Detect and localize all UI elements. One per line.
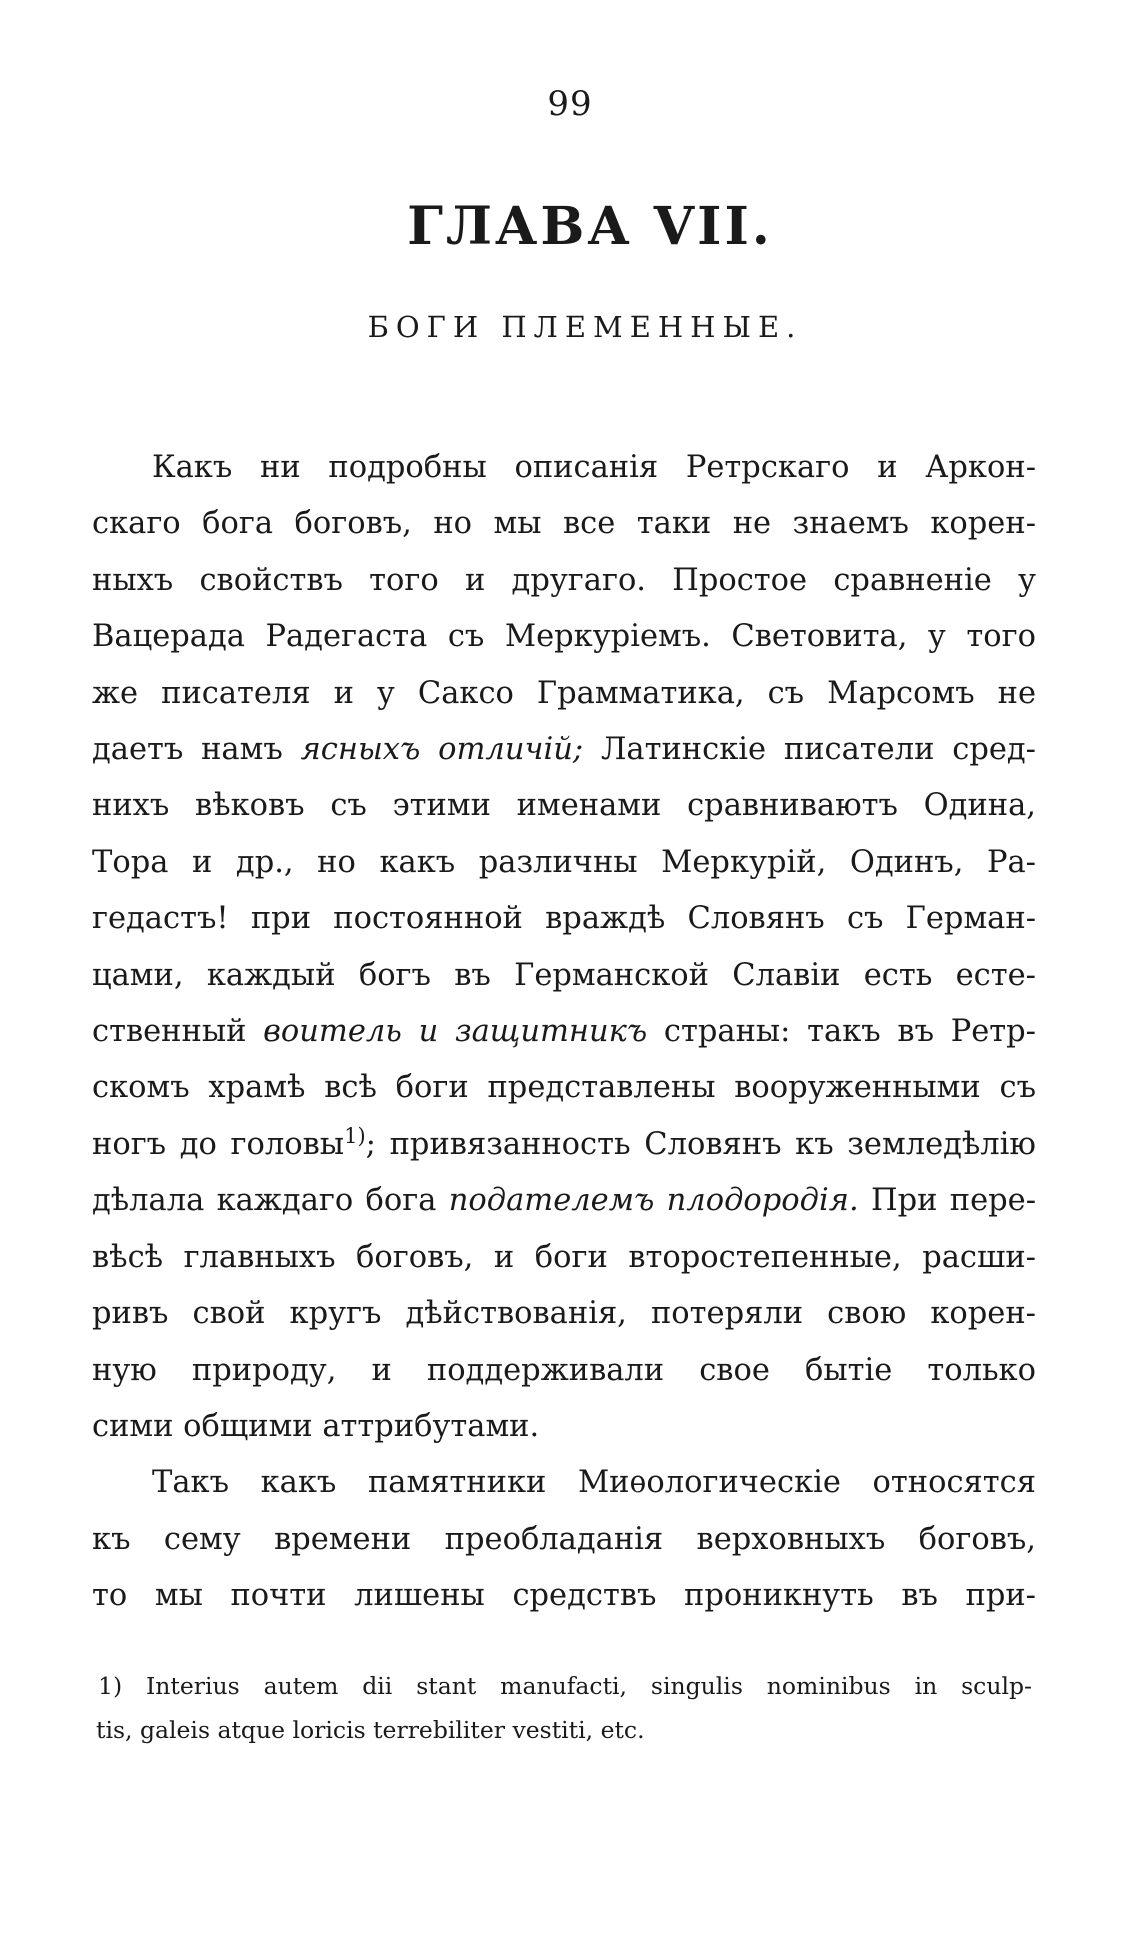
text-segment: дѣлала каждаго бога xyxy=(92,1183,437,1219)
text-segment: Латинскіе писатели сред- xyxy=(600,732,1036,768)
paragraph xyxy=(92,1455,1036,1624)
text-line: Тора и др., но какъ различны Меркурій, Одинъ, Ра- xyxy=(92,844,1036,880)
text-line xyxy=(92,1173,1036,1229)
paragraph xyxy=(92,440,1036,1455)
italic-phrase: воитель и защитникъ xyxy=(263,1014,648,1050)
text-line: скомъ храмѣ всѣ боги представлены вооруженными съ xyxy=(92,1070,1036,1106)
text-line: то мы почти лишены средствъ проникнуть въ при- xyxy=(92,1578,1036,1614)
footnote-text: Interius autem dii stant manufacti, singulis nominibus in sculp- xyxy=(146,1672,1032,1700)
text-line: нихъ вѣковъ съ этими именами сравниваютъ Одина, xyxy=(92,788,1036,824)
footnote-reference[interactable]: 1) xyxy=(344,1123,366,1148)
footnote-line xyxy=(96,1664,1032,1708)
italic-phrase: подателемъ плодородія. xyxy=(448,1183,859,1219)
text-line: скаго бога боговъ, но мы все таки не знаемъ корен- xyxy=(92,506,1036,542)
text-line xyxy=(92,1004,1036,1060)
main-text xyxy=(92,440,1036,1625)
footnote-number: 1) xyxy=(98,1672,123,1700)
text-line xyxy=(92,722,1036,778)
text-segment: ногъ до головы xyxy=(92,1126,345,1162)
text-line: же писателя и у Саксо Грамматика, съ Марсомъ не xyxy=(92,675,1036,711)
text-line xyxy=(92,1117,1036,1173)
chapter-subtitle: БОГИ ПЛЕМЕННЫЕ. xyxy=(367,310,803,344)
text-line: сими общими аттрибутами. xyxy=(92,1408,540,1444)
text-line: къ сему времени преобладанія верховныхъ боговъ, xyxy=(92,1521,1036,1557)
text-line: ныхъ свойствъ того и другаго. Простое сравненіе у xyxy=(92,562,1036,598)
text-segment: При пере- xyxy=(870,1183,1036,1219)
page-number: 99 xyxy=(547,84,593,124)
text-line: ривъ свой кругъ дѣйствованія, потеряли свою корен- xyxy=(92,1296,1036,1332)
text-segment: ственный xyxy=(92,1014,247,1050)
text-line: Какъ ни подробны описанія Ретрскаго и Аркон- xyxy=(152,450,1036,485)
italic-phrase: ясныхъ отличій; xyxy=(300,732,584,768)
text-segment: ; привязанность Словянъ къ земледѣлію xyxy=(365,1126,1036,1162)
text-segment: страны: такъ въ Ретр- xyxy=(663,1014,1036,1050)
text-line: Вацерада Радегаста съ Меркуріемъ. Световита, у того xyxy=(92,619,1036,655)
text-line: ную природу, и поддерживали свое бытіе только xyxy=(92,1352,1036,1388)
text-line: гедастъ! при постоянной враждѣ Словянъ съ Герман- xyxy=(92,901,1036,937)
text-line: Такъ какъ памятники Миѳологическіе относятся xyxy=(152,1465,1036,1501)
chapter-title: ГЛАВА VII. xyxy=(407,196,773,257)
text-line: цами, каждый богъ въ Германской Славіи есть есте- xyxy=(92,957,1036,993)
text-line: вѣсѣ главныхъ боговъ, и боги второстепенные, расши- xyxy=(92,1239,1036,1275)
text-segment: даетъ намъ xyxy=(92,732,283,768)
footnote-line: tis, galeis atque loricis terrebiliter vestiti, etc. xyxy=(96,1716,645,1744)
footnote xyxy=(96,1664,1032,1752)
